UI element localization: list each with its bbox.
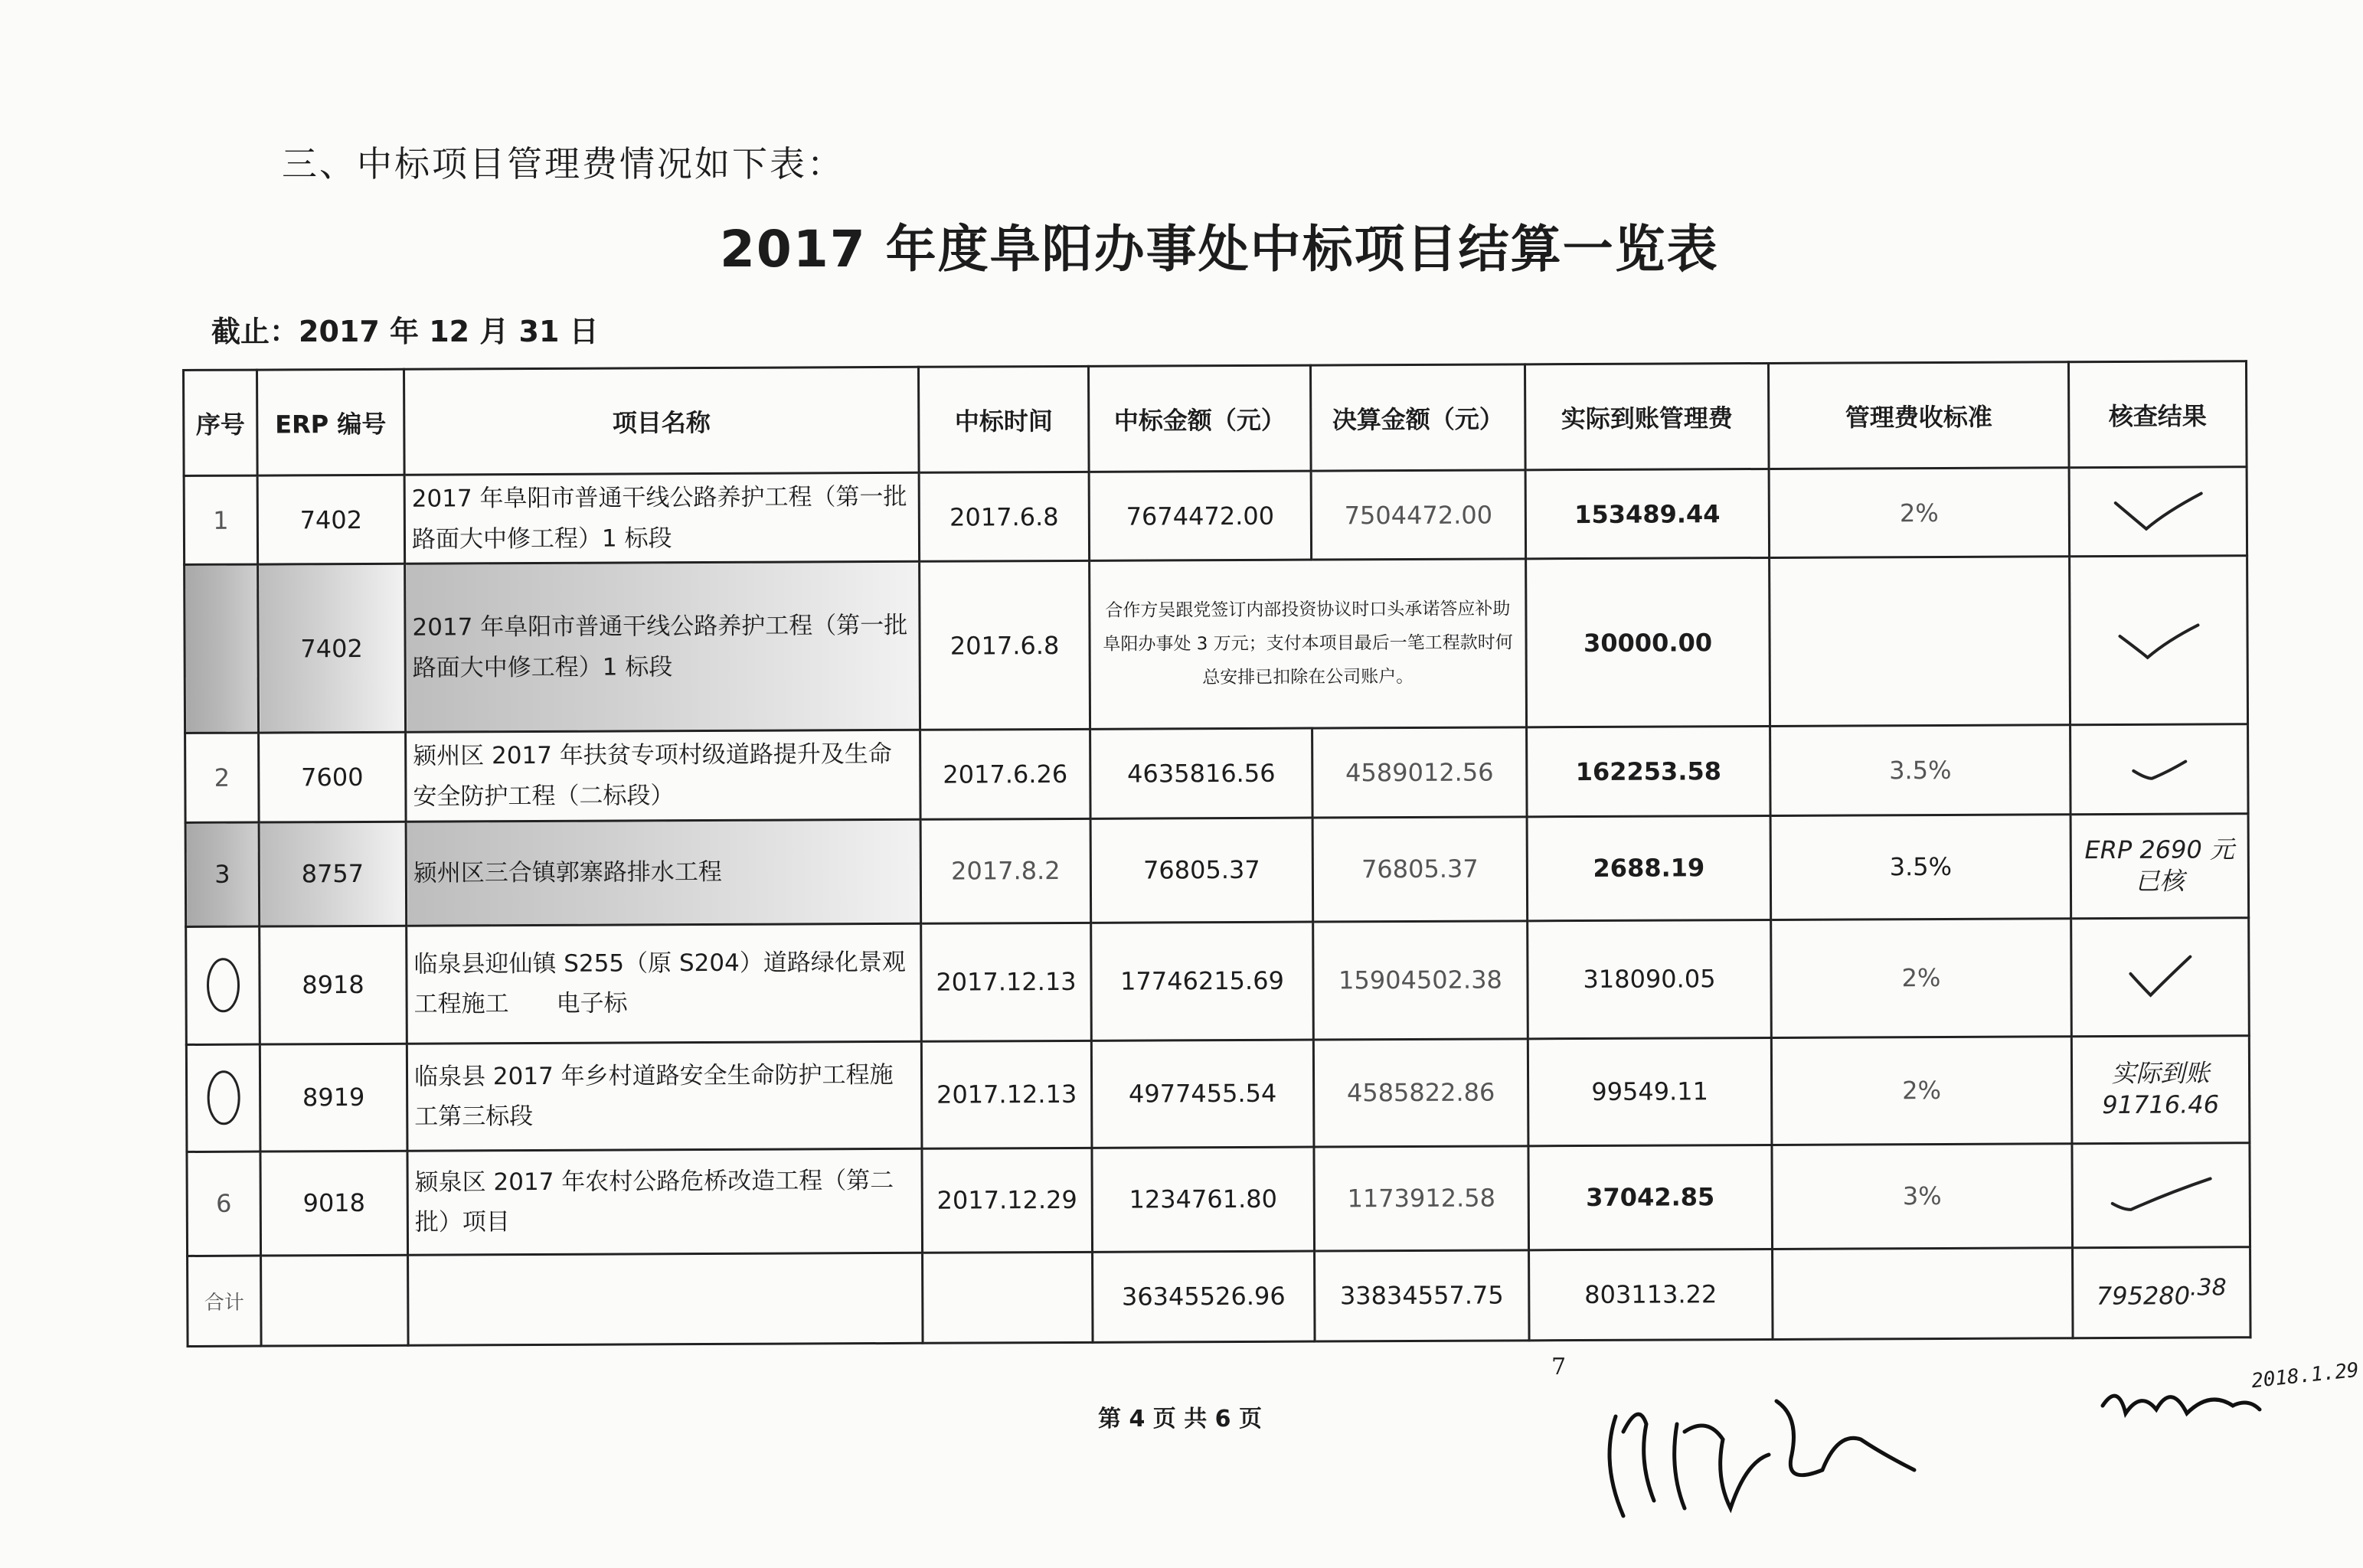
document-title: 2017 年度阜阳办事处中标项目结算一览表	[720, 220, 1719, 279]
cell-check	[2069, 467, 2247, 557]
cell-final: 4585822.86	[1313, 1039, 1528, 1147]
table-row	[186, 917, 2250, 1044]
cell-name: 临泉县 2017 年乡村道路安全生命防护工程施工第三标段	[407, 1041, 922, 1151]
checkmark-icon	[2107, 1176, 2214, 1215]
table-header-row	[184, 361, 2247, 476]
settlement-table	[182, 360, 2252, 1348]
cell-final: 76805.37	[1312, 817, 1528, 922]
cell-date: 2017.12.13	[921, 923, 1092, 1041]
cell-check-handwritten: 实际到账 91716.46	[2071, 1035, 2250, 1143]
cell-bid: 4635816.56	[1090, 728, 1313, 818]
cell-check-handwritten: ERP 2690 元 已核	[2070, 813, 2249, 918]
cell-empty	[1773, 1247, 2074, 1339]
cell-rate: 3.5%	[1770, 725, 2071, 815]
cell-empty	[408, 1253, 923, 1345]
cell-rate	[1770, 557, 2070, 727]
circled-number-icon	[203, 955, 243, 1016]
cell-rate: 3.5%	[1770, 814, 2071, 920]
cell-seq: 3	[185, 822, 260, 926]
signature-date: 2018.1.29	[2250, 1358, 2361, 1393]
cell-erp: 9018	[260, 1151, 408, 1256]
table-row	[185, 724, 2248, 822]
cell-name: 2017 年阜阳市普通干线公路养护工程（第一批路面大中修工程）1 标段	[405, 562, 920, 733]
cell-name: 颍泉区 2017 年农村公路危桥改造工程（第二批）项目	[407, 1148, 923, 1255]
cell-empty	[261, 1255, 409, 1346]
table-row	[186, 1035, 2250, 1152]
cell-final: 1173912.58	[1314, 1146, 1529, 1251]
header-date: 中标时间	[918, 366, 1089, 472]
stray-mark: 7	[1551, 1354, 1567, 1380]
cell-empty	[923, 1252, 1093, 1343]
cell-rate: 2%	[1771, 1036, 2072, 1145]
cell-date: 2017.12.13	[921, 1040, 1092, 1148]
checkmark-icon	[2112, 488, 2204, 535]
cell-check	[2070, 724, 2249, 814]
cell-erp: 8757	[259, 822, 407, 926]
cell-fee: 37042.85	[1528, 1145, 1773, 1250]
cell-note: 合作方吴跟党签订内部投资协议时口头承诺答应补助阜阳办事处 3 万元；支付本项目最后一笔工程款时何总安排已扣除在公司账户。	[1090, 559, 1527, 729]
cell-total-fee: 803113.22	[1529, 1249, 1773, 1340]
cell-erp: 8919	[260, 1044, 407, 1152]
cell-name: 颍州区三合镇郭寨路排水工程	[406, 819, 921, 926]
cell-name: 临泉县迎仙镇 S255（原 S204）道路绿化景观工程施工 电子标	[407, 923, 922, 1044]
header-final: 决算金额（元）	[1310, 364, 1525, 471]
cell-seq	[186, 926, 260, 1044]
cell-bid: 76805.37	[1090, 818, 1313, 923]
cell-erp: 7402	[257, 475, 405, 564]
header-rate: 管理费收标准	[1768, 362, 2069, 469]
table-row	[187, 1142, 2250, 1256]
cell-date: 2017.12.29	[922, 1148, 1093, 1253]
table-row	[184, 467, 2247, 565]
cell-name: 2017 年阜阳市普通干线公路养护工程（第一批路面大中修工程）1 标段	[404, 472, 920, 564]
cell-fee: 2688.19	[1527, 815, 1771, 920]
cell-seq: 6	[187, 1152, 261, 1256]
checkmark-icon	[2126, 954, 2195, 1000]
cell-name: 颍州区 2017 年扶贫专项村级道路提升及生命安全防护工程（二标段）	[406, 730, 921, 822]
cell-erp: 7600	[259, 733, 407, 822]
cell-fee: 162253.58	[1527, 727, 1771, 817]
section-heading: 三、中标项目管理费情况如下表：	[282, 143, 845, 185]
cell-fee: 318090.05	[1528, 920, 1772, 1038]
cell-check	[2072, 1142, 2250, 1247]
cell-total-label: 合计	[188, 1256, 262, 1346]
cell-date: 2017.6.8	[919, 472, 1090, 561]
header-name: 项目名称	[404, 367, 920, 475]
cell-final: 7504472.00	[1311, 470, 1526, 560]
total-row	[188, 1246, 2250, 1346]
cell-seq	[185, 564, 259, 733]
table-row	[185, 813, 2249, 926]
header-check: 核查结果	[2068, 361, 2247, 468]
checkmark-icon	[2129, 756, 2190, 783]
cell-final: 15904502.38	[1313, 921, 1528, 1040]
cell-erp: 7402	[258, 564, 406, 733]
cell-seq: 2	[185, 733, 260, 822]
cell-date: 2017.8.2	[920, 818, 1091, 923]
cell-rate: 3%	[1772, 1143, 2073, 1249]
cell-total-bid: 36345526.96	[1093, 1251, 1316, 1342]
handwritten-signature-right	[2095, 1367, 2263, 1436]
cell-seq	[186, 1044, 260, 1152]
checkmark-icon	[2116, 619, 2201, 662]
cell-bid: 4977455.54	[1091, 1040, 1314, 1148]
cell-rate: 2%	[1769, 468, 2070, 558]
cutoff-date: 截止：2017 年 12 月 31 日	[211, 315, 599, 348]
header-fee: 实际到账管理费	[1525, 363, 1769, 469]
cell-fee: 153489.44	[1525, 469, 1770, 559]
cell-bid: 17746215.69	[1091, 922, 1314, 1040]
table-row	[185, 556, 2248, 733]
header-seq: 序号	[184, 370, 258, 475]
header-bid: 中标金额（元）	[1088, 365, 1311, 472]
cell-seq: 1	[184, 475, 258, 565]
cell-total-final: 33834557.75	[1315, 1250, 1530, 1341]
total-check-decimal: .38	[2189, 1274, 2227, 1302]
cell-fee: 30000.00	[1526, 558, 1770, 727]
cell-bid: 7674472.00	[1089, 471, 1312, 561]
cell-rate: 2%	[1771, 918, 2072, 1037]
circled-number-icon	[203, 1067, 243, 1129]
cell-final: 4589012.56	[1312, 727, 1528, 818]
page-footer: 第 4 页 共 6 页	[1098, 1406, 1262, 1432]
cell-check	[2070, 556, 2248, 725]
cell-fee: 99549.11	[1528, 1037, 1772, 1145]
cell-bid: 1234761.80	[1092, 1147, 1315, 1252]
header-erp: ERP 编号	[257, 369, 405, 475]
cell-erp: 8918	[260, 926, 407, 1044]
total-check-main: 795280	[2096, 1281, 2191, 1311]
cell-date: 2017.6.8	[920, 561, 1090, 730]
cell-date: 2017.6.26	[920, 730, 1091, 819]
cell-total-check-handwritten	[2073, 1246, 2251, 1338]
handwritten-signature-left	[1593, 1370, 1930, 1524]
cell-check	[2071, 917, 2250, 1036]
